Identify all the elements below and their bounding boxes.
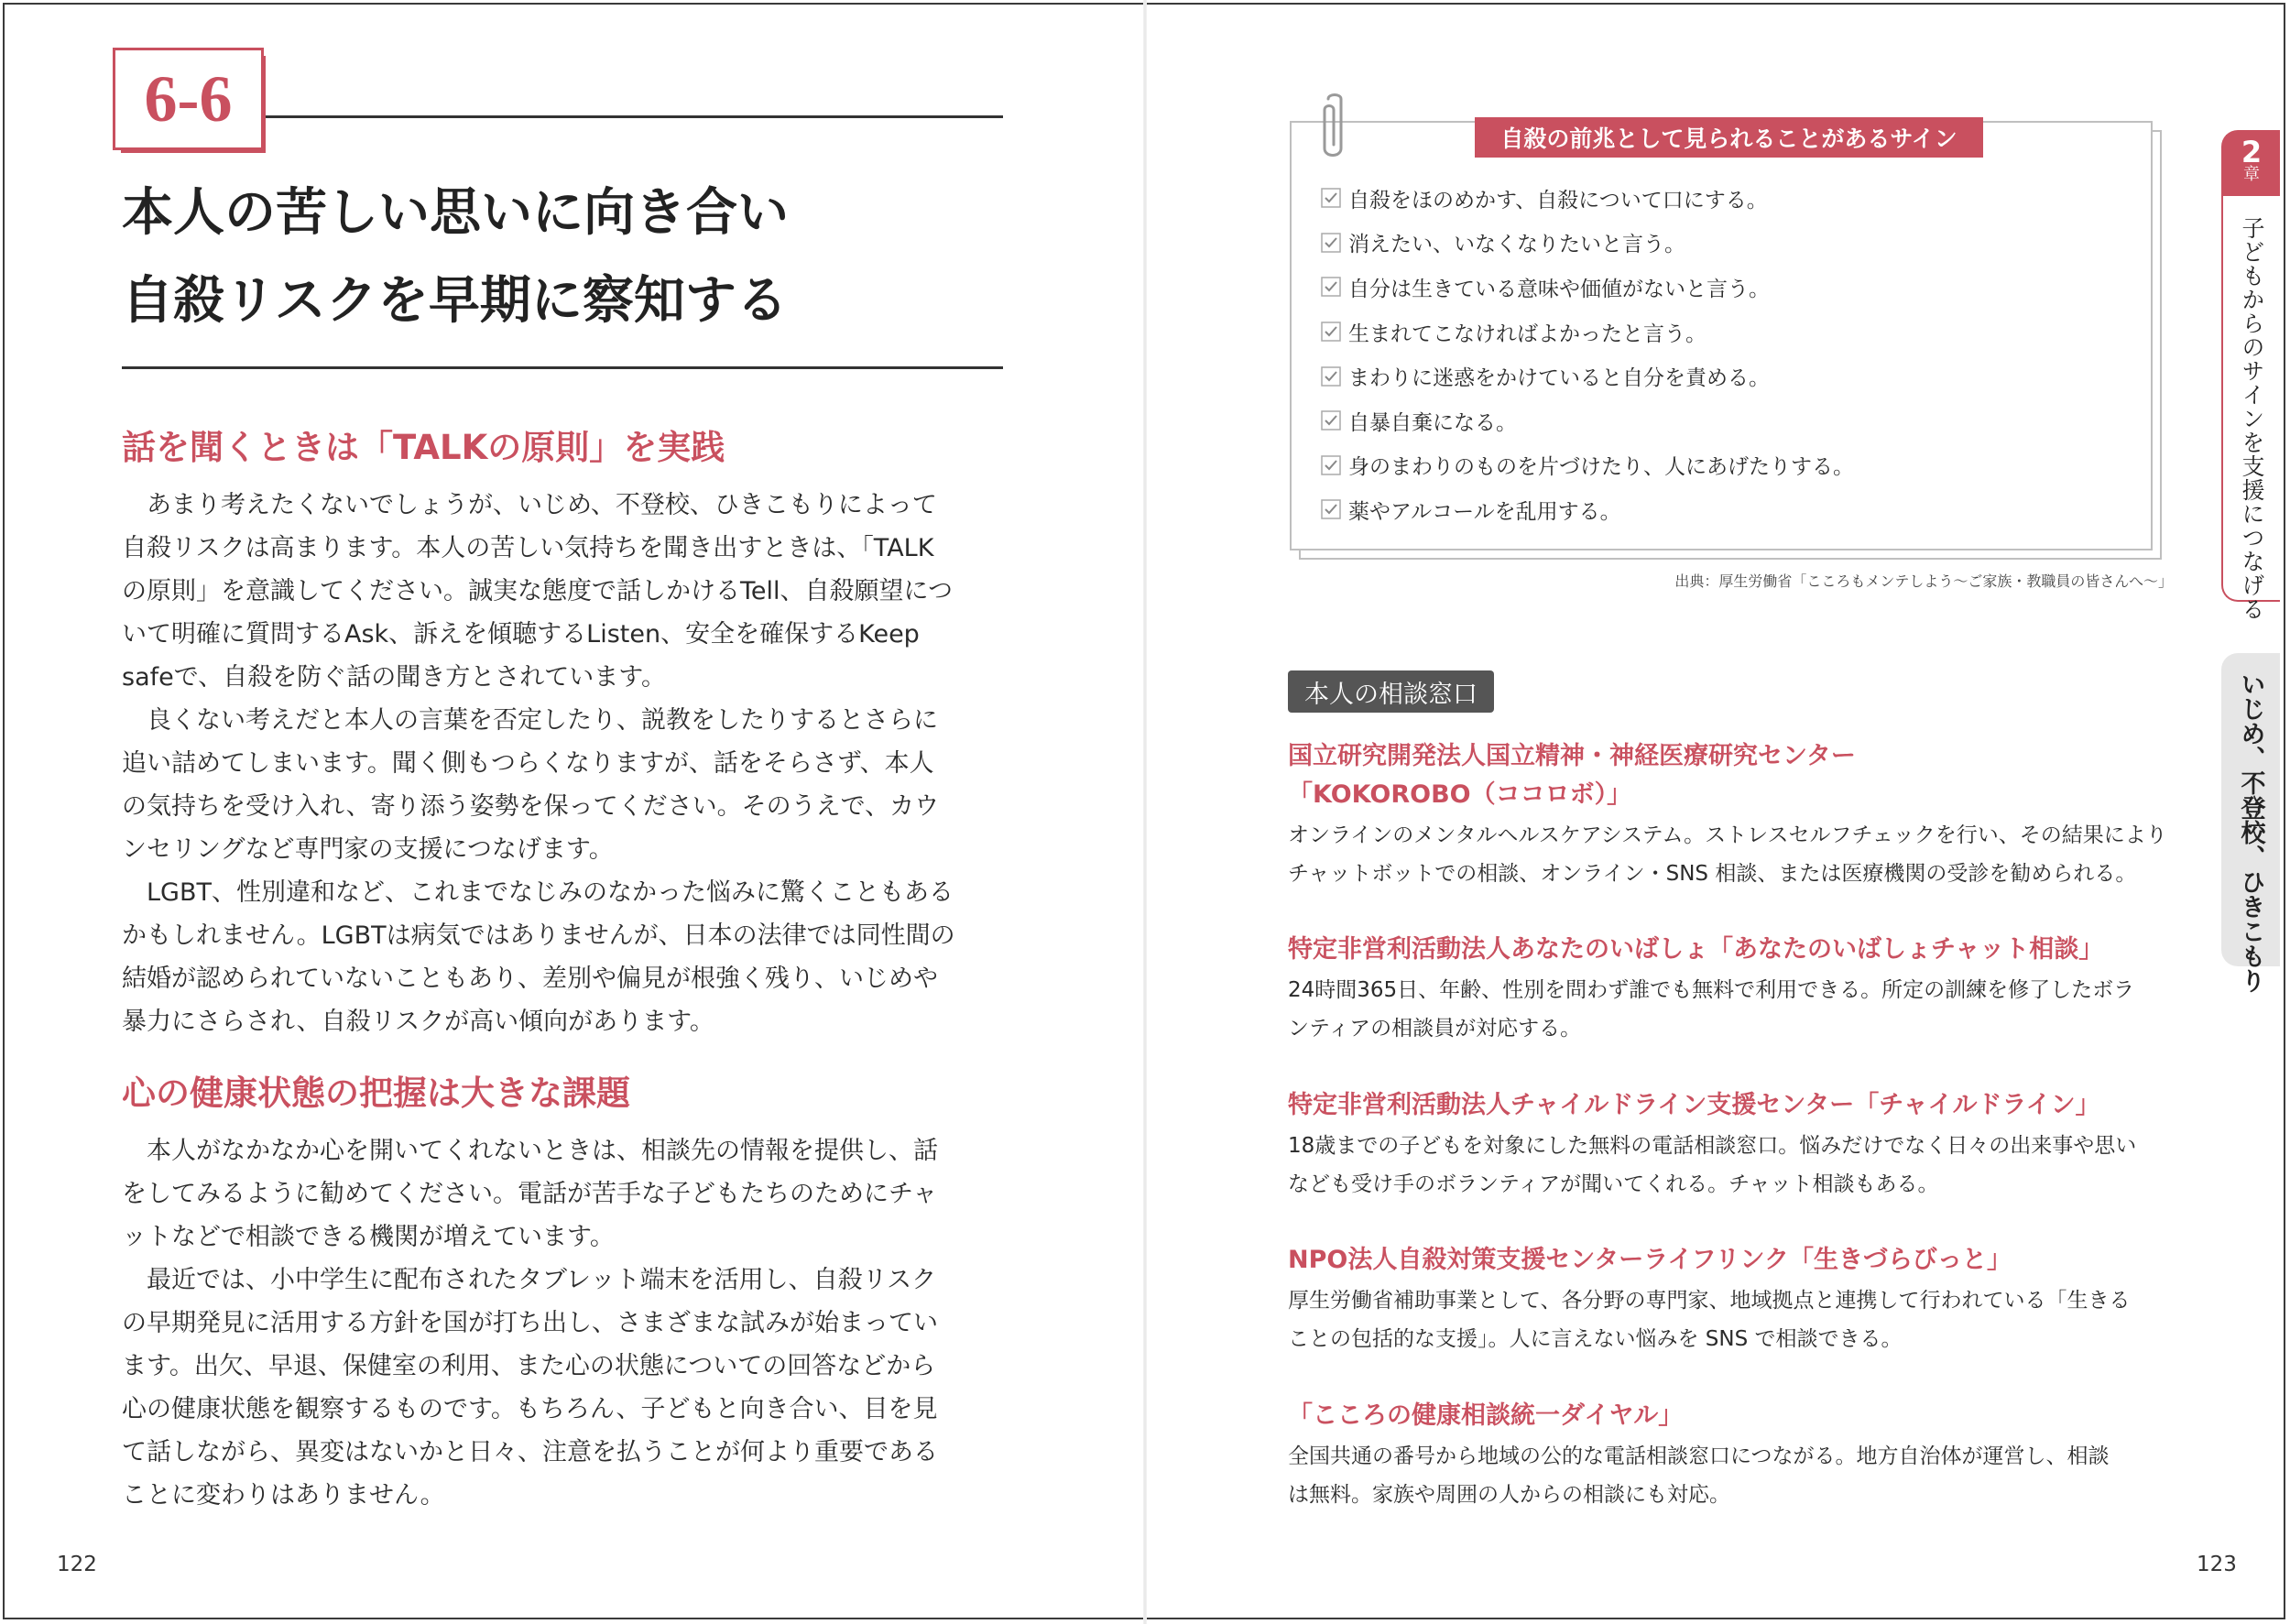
checklist-item: [1321, 398, 2127, 443]
desc-line: オンラインのメンタルヘルスケアシステム。ストレスセルフチェックを行い、その結果により: [1288, 823, 2167, 847]
chapter-number: [2223, 132, 2280, 196]
section-2-body: [122, 1129, 1003, 1517]
title-bottom-rule: [122, 366, 1003, 369]
checkbox-checked-icon: [1321, 188, 1341, 208]
body-line: 心の健康状態を観察するものです。もちろん、子どもと向き合い、目を見: [122, 1395, 938, 1423]
body-line: 結婚が認められていないこともあり、差別や偏見が根強く残り、いじめや: [122, 965, 938, 993]
body-line: safeで、自殺を防ぐ話の聞き方とされています。: [122, 663, 667, 692]
checklist-item: [1321, 354, 2127, 398]
section-index-title: いじめ、不登校、ひきこもり: [2236, 671, 2265, 993]
page-number-right: 123: [2197, 1553, 2237, 1576]
desc-line: 18歳までの子どもを対象にした無料の電話相談窓口。悩みだけでなく日々の出来事や思い: [1288, 1134, 2137, 1158]
source-citation: 出典：厚生労働省「こころもメンテしよう〜ご家族・教職員の皆さんへ〜」: [1674, 572, 2173, 590]
body-line: ます。出欠、早退、保健室の利用、また心の状態についての回答などから: [122, 1352, 936, 1380]
body-line: かもしれません。LGBTは病気ではありませんが、日本の法律では同性間の: [122, 921, 955, 950]
desc-line: は無料。家族や周囲の人からの相談にも対応。: [1288, 1483, 1730, 1507]
body-line: の原則」を意識してください。誠実な態度で話しかけるTell、自殺願望につ: [122, 577, 953, 605]
org-name: NPO法人自殺対策支援センターライフリンク「生きづらびっと」: [1288, 1246, 2012, 1274]
org-entry-mental-health-dial: [1288, 1397, 2186, 1514]
body-line: をしてみるように勧めてください。電話が苦手な子どもたちのためにチャ: [122, 1180, 938, 1208]
warning-sign-checklist: [1321, 176, 2127, 532]
title-line: 自殺リスクを早期に察知する: [122, 271, 788, 331]
desc-line: 厚生労働省補助事業として、各分野の専門家、地域拠点と連携して行われている「生きる: [1288, 1289, 2131, 1313]
consultation-tag: 本人の相談窓口: [1288, 670, 1494, 713]
checklist-item: [1321, 221, 2127, 266]
checklist-item: [1321, 443, 2127, 488]
desc-line: ンティアの相談員が対応する。: [1288, 1017, 1582, 1041]
checkbox-checked-icon: [1321, 366, 1341, 387]
body-line: 追い詰めてしまいます。聞く側もつらくなりますが、話をそらさず、本人: [122, 749, 934, 778]
org-name: 特定非営利活動法人あなたのいばしょ「あなたのいばしょチャット相談」: [1288, 935, 2104, 964]
org-entry-kokorobo: [1288, 737, 2186, 893]
checklist-title: 自殺の前兆として見られることがあるサイン: [1475, 117, 1983, 158]
checkbox-checked-icon: [1321, 410, 1341, 431]
desc-line: なども受け手のボランティアが聞いてくれる。チャット相談もある。: [1288, 1172, 1939, 1196]
body-line: あまり考えたくないでしょうが、いじめ、不登校、ひきこもりによって: [122, 491, 937, 519]
body-line: の早期発見に活用する方針を国が打ち出し、さまざまな試みが始まってい: [122, 1309, 938, 1337]
section-index-tab[interactable]: [2221, 653, 2280, 993]
paperclip-icon: [1312, 92, 1358, 165]
desc-line: 24時間365日、年齢、性別を問わず誰でも無料で利用できる。所定の訓練を修了したボラ: [1288, 978, 2135, 1002]
checkbox-checked-icon: [1321, 322, 1341, 342]
desc-line: チャットボットでの相談、オンライン・SNS 相談、または医療機関の受診を勧められる。: [1288, 862, 2137, 886]
org-description: [1288, 1437, 2186, 1514]
body-line: 最近では、小中学生に配布されたタブレット端末を活用し、自殺リスク: [122, 1266, 937, 1294]
checkbox-checked-icon: [1321, 455, 1341, 475]
body-line: いて明確に質問するAsk、訴えを傾聴するListen、安全を確保するKeep: [122, 620, 920, 649]
checklist-item: [1321, 265, 2127, 310]
org-name: 「こころの健康相談統一ダイヤル」: [1288, 1401, 1684, 1430]
checklist-item-text: 身のまわりのものを片づけたり、人にあげたりする。: [1348, 455, 1854, 480]
heading-mental-health: 心の健康状態の把握は大きな課題: [122, 1074, 630, 1113]
body-line: ットなどで相談できる機関が増えています。: [122, 1223, 615, 1251]
checklist-item: [1321, 310, 2127, 354]
body-line: 暴力にさらされ、自殺リスクが高い傾向があります。: [122, 1008, 714, 1036]
body-line: 本人がなかなか心を開いてくれないときは、相談先の情報を提供し、話: [122, 1137, 938, 1165]
checklist-item-text: まわりに迷惑をかけていると自分を責める。: [1348, 366, 1770, 391]
desc-line: 全国共通の番号から地域の公的な電話相談窓口につながる。地方自治体が運営し、相談: [1288, 1444, 2110, 1468]
chapter-title: 子どもからのサインを支援につなげる: [2239, 216, 2265, 621]
body-line: 自殺リスクは高まります。本人の苦しい気持ちを聞き出すときは、「TALK: [122, 534, 934, 562]
org-name: 国立研究開発法人国立精神・神経医療研究センター: [1288, 742, 1856, 770]
body-line: て話しながら、異変はないかと日々、注意を払うことが何より重要である: [122, 1438, 938, 1466]
checklist-item-text: 自殺をほのめかす、自殺について口にする。: [1348, 188, 1768, 213]
org-entry-childline: [1288, 1086, 2186, 1204]
checkbox-checked-icon: [1321, 277, 1341, 297]
title-top-rule: [266, 115, 1003, 118]
org-description: [1288, 1127, 2186, 1204]
org-entry-anata-no-ibasho: [1288, 931, 2186, 1048]
section-number-badge: [113, 48, 264, 150]
book-fold: [1143, 0, 1147, 1624]
body-line: 良くない考えだと本人の言葉を否定したり、説教をしたりするとさらに: [122, 706, 938, 735]
body-line: LGBT、性別違和など、これまでなじみのなかった悩みに驚くこともある: [122, 878, 954, 907]
org-name: 「KOKOROBO（ココロボ）」: [1288, 780, 1632, 809]
checklist-item: [1321, 176, 2127, 221]
checklist-item: [1321, 487, 2127, 532]
title-line: 本人の苦しい思いに向き合い: [122, 183, 789, 243]
checkbox-checked-icon: [1321, 233, 1341, 253]
checkbox-checked-icon: [1321, 499, 1341, 519]
desc-line: ことの包括的な支援」。人に言えない悩みを SNS で相談できる。: [1288, 1327, 1903, 1351]
checklist-item-text: 自分は生きている意味や価値がないと言う。: [1348, 277, 1770, 301]
chapter-label: 章: [2243, 165, 2260, 184]
org-description: [1288, 816, 2186, 893]
org-entry-lifelink: [1288, 1241, 2186, 1358]
chapter-index-tab[interactable]: [2221, 130, 2280, 621]
section-1-body: [122, 484, 1003, 1043]
page-title: [122, 169, 1001, 345]
checklist-item-text: 自暴自棄になる。: [1348, 410, 1517, 435]
heading-talk-principle: 話を聞くときは「TALKの原則」を実践: [122, 428, 725, 467]
checklist-item-text: 消えたい、いなくなりたいと言う。: [1348, 233, 1685, 257]
checklist-item-text: 薬やアルコールを乱用する。: [1348, 499, 1621, 524]
body-line: ンセリングなど専門家の支援につなげます。: [122, 835, 614, 864]
body-line: ことに変わりはありません。: [122, 1481, 445, 1510]
page-number-left: 122: [57, 1553, 97, 1576]
org-name: 特定非営利活動法人チャイルドライン支援センター「チャイルドライン」: [1288, 1091, 2100, 1119]
checklist-item-text: 生まれてこなければよかったと言う。: [1348, 322, 1707, 346]
org-description: [1288, 971, 2186, 1048]
org-description: [1288, 1281, 2186, 1358]
body-line: の気持ちを受け入れ、寄り添う姿勢を保ってください。そのうえで、カウ: [122, 792, 940, 821]
section-number: 6-6: [144, 61, 233, 136]
chapter-number-value: 2: [2241, 135, 2263, 169]
